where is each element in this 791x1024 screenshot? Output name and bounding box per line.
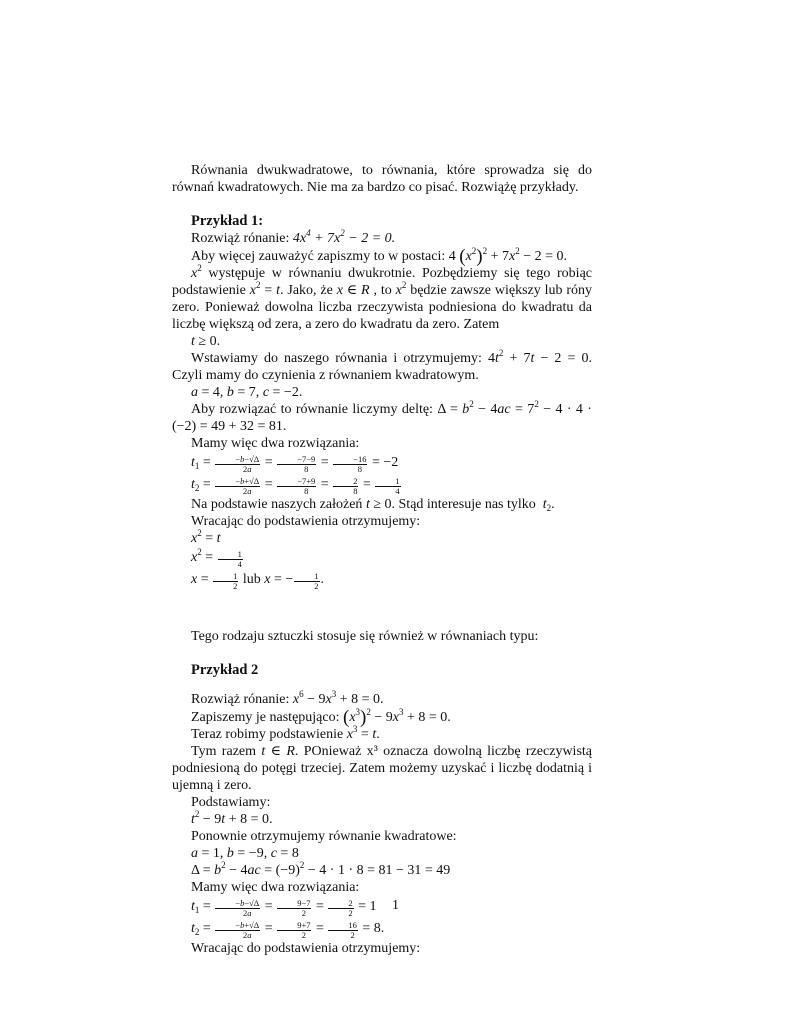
middle-paragraph: Tego rodzaju sztuczki stosuje się również w równaniach typu: — [191, 629, 539, 644]
example-2-podstawiamy: Podstawiamy: — [191, 795, 271, 810]
example-1-form: Aby więcej zauważyć zapiszmy to w postaci: 4 $(x^2)^2 + 7x^2 - 2 = 0$. — [191, 246, 568, 267]
example-1-delta: Aby rozwiązać to równanie liczymy deltę: $\Delta = b^2 - 4ac = 7^2 - 4 \cdot 4 \cdot (-2) = 49 + 32 = 81$. — [172, 399, 592, 434]
example-2-domain: Tym razem t ∈ R. POnieważ x³ oznacza dowolną liczbę rzeczywistą podniesioną do potęgi trzeciej. Zatem możemy uzyskać i liczbę dodatnią i ujemną i zero. — [172, 744, 592, 793]
example-1-t-condition: t ≥ 0. — [191, 334, 221, 349]
example-1-task: Rozwiąż rónanie: $4x^4 + 7x^2 - 2 = 0$. — [191, 228, 396, 246]
example-1-t-equation: Wstawiamy do naszego równania i otrzymujemy: $4t^2 + 7t - 2 = 0$. Czyli mamy do czynienia z równaniem kwadratowym. — [172, 348, 592, 383]
example-2-coeffs: a = 1, b = −9, c = 8 — [191, 846, 299, 861]
example-1-back-substitution: Wracając do podstawienia otrzymujemy: — [191, 514, 421, 529]
example-1-result-1: $x^2 = t$ — [191, 528, 221, 546]
example-1-result-3: x = $\frac{1}{2}$ lub x = − $\frac{1}{2}$ . — [191, 571, 325, 591]
example-2-two-solutions: Mamy więc dwa rozwiązania: — [191, 880, 360, 895]
example-1-t1: $t_1$ = $\frac{-b-√\Delta}{2a}$ = $\frac{-7-9}{8}$ = $\frac{-16}{8}$ = −2 — [191, 454, 399, 474]
example-2-delta: $\Delta = b^2 - 4ac = (-9)^2 - 4 \cdot 1 \cdot 8 = 81 - 31 = 49$ — [191, 860, 451, 878]
example-2-task: Rozwiąż rónanie: $x^6 - 9x^3 + 8 = 0$. — [191, 689, 384, 707]
example-2-rewrite: Zapiszemy je następująco: $(x^3)^2 - 9x^3 + 8 = 0$. — [191, 707, 451, 728]
example-2-back-substitution: Wracając do podstawienia otrzymujemy: — [191, 941, 421, 956]
example-2-substitution: Teraz robimy podstawienie $x^3 = t$. — [191, 724, 380, 742]
example-1-coeffs: a = 4, b = 7, c = −2. — [191, 385, 303, 400]
example-1-heading: Przykład 1: — [191, 213, 264, 229]
example-1-substitution: $x^2$ występuje w równaniu dwukrotnie. Pozbędziemy się tego robiąc podstawienie $x^2 = t$. Jako, że x ∈ R , to $x^2$ będzie zawsze większy lub róny zero. Ponieważ dowolna liczba rzeczywista podniesiona do kwadratu da liczbę większą od zera, a zero do kwadratu da zero. Zatem — [172, 263, 593, 332]
example-2-t2: $t_2$ = $\frac{-b+√\Delta}{2a}$ = $\frac{9+7}{2}$ = $\frac{16}{2}$ = 8. — [191, 920, 385, 940]
example-1-t2: $t_2$ = $\frac{-b+√\Delta}{2a}$ = $\frac{-7+9}{8}$ = $\frac{2}{8}$ = $\frac{1}{4}$ — [191, 476, 400, 496]
example-2-t-equation: $t^2 - 9t + 8 = 0$. — [191, 809, 273, 827]
example-1-two-solutions: Mamy więc dwa rozwiązania: — [191, 436, 360, 451]
example-2-t1: $t_1$ = $\frac{-b-√\Delta}{2a}$ = $\frac{9-7}{2}$ = $\frac{2}{2}$ = 1 — [191, 898, 377, 918]
example-2-ponownie: Ponownie otrzymujemy równanie kwadratowe: — [191, 829, 457, 844]
intro-paragraph: Równania dwukwadratowe, to równania, które sprowadza się do równań kwadratowych. Nie ma za bardzo co pisać. Rozwiążę przykłady. — [172, 163, 592, 195]
example-1-result-2: $x^2$ = $\frac{1}{4}$ — [191, 547, 242, 569]
document-body — [172, 162, 592, 957]
example-2-heading: Przykład 2 — [191, 662, 259, 678]
page-number: 1 — [392, 898, 399, 913]
example-1-assumption: Na podstawie naszych założeń t ≥ 0. Stąd interesuje nas tylko $t_2$. — [191, 497, 555, 513]
